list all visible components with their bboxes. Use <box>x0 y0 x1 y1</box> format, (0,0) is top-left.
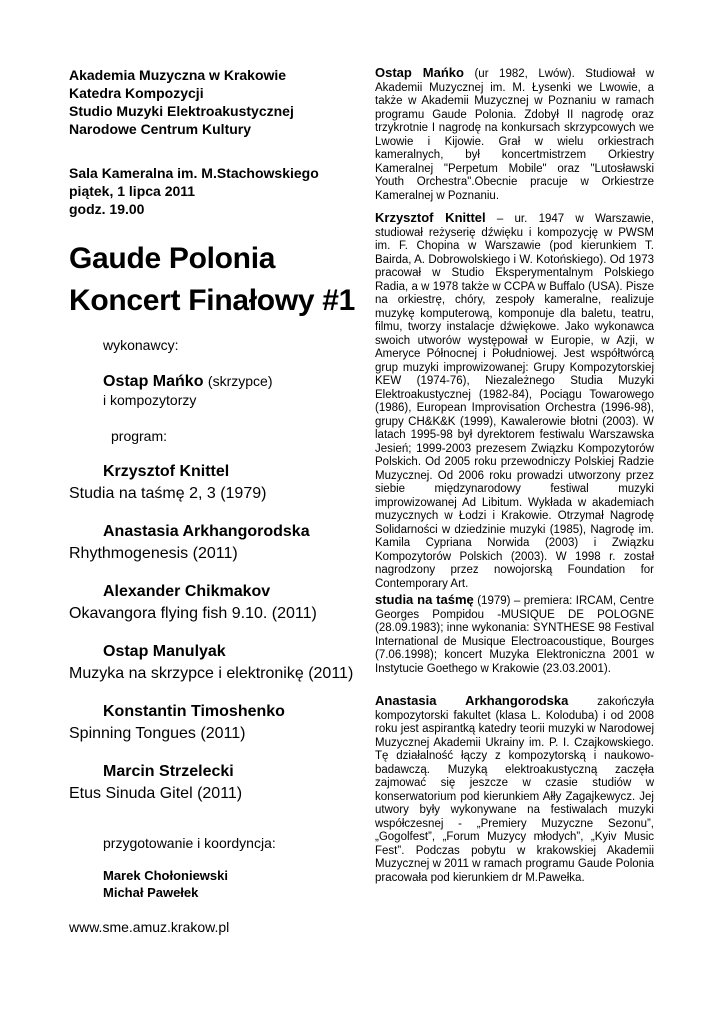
bio-krzysztof-knittel <box>375 211 654 591</box>
institution-line: Akademia Muzyczna w Krakowie <box>69 67 287 83</box>
program-composer: Krzysztof Knittel <box>103 463 230 480</box>
program-work: Okavangora flying fish 9.10. (2011) <box>69 605 317 622</box>
program-item <box>69 641 359 685</box>
bio-text: zakończyła kompozytorski fakultet (klasa L. Koloduba) i od 2008 roku jest aspirantką katedry teorii muzyki w Narodowej Muzycznej Akademii Ukrainy im. P. I. Czajkowskiego. Tę działalność łączy z kompozytorską i naukowo-badawczą. Muzyką elektroakustyczną zaczęła zajmować się jeszcze w czasie studiów w konserwatorium pod kierunkiem Ałły Zagajkewycz. Jej utwory były wykonywane na festiwalach muzyki współczesnej - „Premiery Muzyczne Sezonu”, „Gogolfest”, „Forum Muzycy młodych”, „Kyiv Music Fest”. Podczas pobytu w krakowskiej Akademii Muzycznej w 2011 w ramach programu Gaude Polonia pracowała pod kierunkiem dr M.Pawełka. <box>375 696 654 884</box>
performer-name: Ostap Mańko <box>103 373 204 390</box>
performers-and-composers: i kompozytorzy <box>103 392 197 408</box>
institution-line: Katedra Kompozycji <box>69 85 204 101</box>
bio-name: studia na taśmę <box>375 592 474 607</box>
program-composer: Anastasia Arkhangorodska <box>103 523 310 540</box>
bio-name: Ostap Mańko <box>375 65 464 80</box>
venue: Sala Kameralna im. M.Stachowskiego <box>69 165 319 181</box>
program-work: Spinning Tongues (2011) <box>69 725 246 742</box>
program-work: Studia na taśmę 2, 3 (1979) <box>69 485 267 502</box>
program-composer: Ostap Manulyak <box>103 643 226 660</box>
program-composer: Alexander Chikmakov <box>103 583 271 600</box>
title-line-2: Koncert Finałowy #1 <box>69 284 356 317</box>
bio-anastasia-arkhangorodska <box>375 694 654 885</box>
institution-line: Narodowe Centrum Kultury <box>69 121 252 137</box>
bio-ostap-manko <box>375 66 654 203</box>
program-composer: Marcin Strzelecki <box>103 763 234 780</box>
program-composer: Konstantin Timoshenko <box>103 703 285 720</box>
program-label: program: <box>111 428 168 444</box>
event-date: piątek, 1 lipca 2011 <box>69 183 196 199</box>
program-item <box>69 761 359 805</box>
left-column <box>69 66 359 935</box>
coordinator-name: Marek Chołoniewski <box>103 868 228 883</box>
bio-text: – ur. 1947 w Warszawie, studiował reżyserię dźwięku i kompozycję w PWSM im. F. Chopina w Warszawie (pod kierunkiem T. Bairda, A. Dobrowolskiego i W. Kotońskiego). Od 1973 pracował w Studio Eksperymentalnym Polskiego Radia, a w 1978 także w CCPA w Buffalo (USA). Pisze na orkiestrę, chóry, zespoły kameralne, realizuje muzykę komputerową, komponuje dla baletu, teatru, filmu, tworzy instalacje dźwiękowe. Jako wykonawca swoich utworów występował w Europie, w Azji, w Ameryce Północnej i Południowej. Jest współtwórcą grup muzyki improwizowanej: Grupy Kompozytorskiej KEW (1974-76), Niezależnego Studia Muzyki Elektroakustycznej (1982-84), Pociągu Towarowego (1986), European Improvisation Orchestra (1996-98), grupy CH&K&K (1999), Kawalerowie błotni (2003). W latach 1995-98 był dyrektorem festiwalu Warszawska Jesień; 1999-2003 prezesem Związku Kompozytorów Polskich. Od 2005 roku przewodniczy Polskiej Radzie Muzycznej. Od 2006 roku prowadzi utworzony przez siebie międzynarodowy festiwal muzyki improwizowanej Ad Libitum. Wykłada w akademiach muzycznych w Łodzi i Krakowie. Otrzymał Nagrodę Solidarności w dziedzinie muzyki (1985), Nagrodę im. Kamila Cypriana Norwida (2003) i Związku Kompozytorów Polskich (2003). W 1998 r. został nagrodzony przez nowojorską Foundation for Contemporary Art. <box>375 213 654 590</box>
bio-name: Anastasia Arkhangorodska <box>375 693 569 708</box>
institutions-block <box>69 66 359 138</box>
event-details <box>69 164 359 218</box>
coordination-names <box>103 867 359 901</box>
bio-text: (ur 1982, Lwów). Studiował w Akademii Muzycznej im. M. Łysenki we Lwowie, a także w Akademii Muzycznej w Poznaniu w ramach programu Gaude Polonia. Zdobył II nagrodę oraz trzykrotnie I nagrodę na konkursach skrzypcowych we Lwowie i Kijowie. Grał w wielu orkiestrach kameralnych, był koncertmistrzem Orkiestry Kameralnej "Perpetum Mobile" oraz "Lutosławski Youth Orchestra".Obecnie pracuje w Orkiestrze Kameralnej w Poznaniu. <box>375 68 654 202</box>
program-item <box>69 521 359 565</box>
event-time: godz. 19.00 <box>69 201 145 217</box>
concert-title <box>69 238 359 322</box>
performer-instrument: (skrzypce) <box>207 373 273 389</box>
performers <box>103 372 359 409</box>
program-item <box>69 701 359 745</box>
program-work: Rhythmogenesis (2011) <box>69 545 238 562</box>
bio-studia-na-tasme <box>375 593 654 676</box>
program-work: Etus Sinuda Gitel (2011) <box>69 785 243 802</box>
title-line-1: Gaude Polonia <box>69 242 276 275</box>
program-item <box>69 581 359 625</box>
coordination-label: przygotowanie i koordyncja: <box>103 835 276 851</box>
coordinator-name: Michał Pawełek <box>103 885 199 900</box>
program-work: Muzyka na skrzypce i elektronikę (2011) <box>69 665 354 682</box>
program-item <box>69 461 359 505</box>
website-link[interactable]: www.sme.amuz.krakow.pl <box>69 919 230 935</box>
performers-label: wykonawcy: <box>103 337 179 353</box>
bio-text: (1979) – premiera: IRCAM, Centre Georges Pompidou -MUSIQUE DE POLOGNE (28.09.1983); inne wykonania: SYNTHESE 98 Festival International de Musique Electroacoustique, Bourges (7.06.1998); koncert Muzyka Elektroniczna 2001 w Instytucie Goethego w Krakowie (23.03.2001). <box>375 595 654 675</box>
right-column <box>375 66 654 885</box>
bio-name: Krzysztof Knittel <box>375 210 486 225</box>
institution-line: Studio Muzyki Elektroakustycznej <box>69 103 294 119</box>
